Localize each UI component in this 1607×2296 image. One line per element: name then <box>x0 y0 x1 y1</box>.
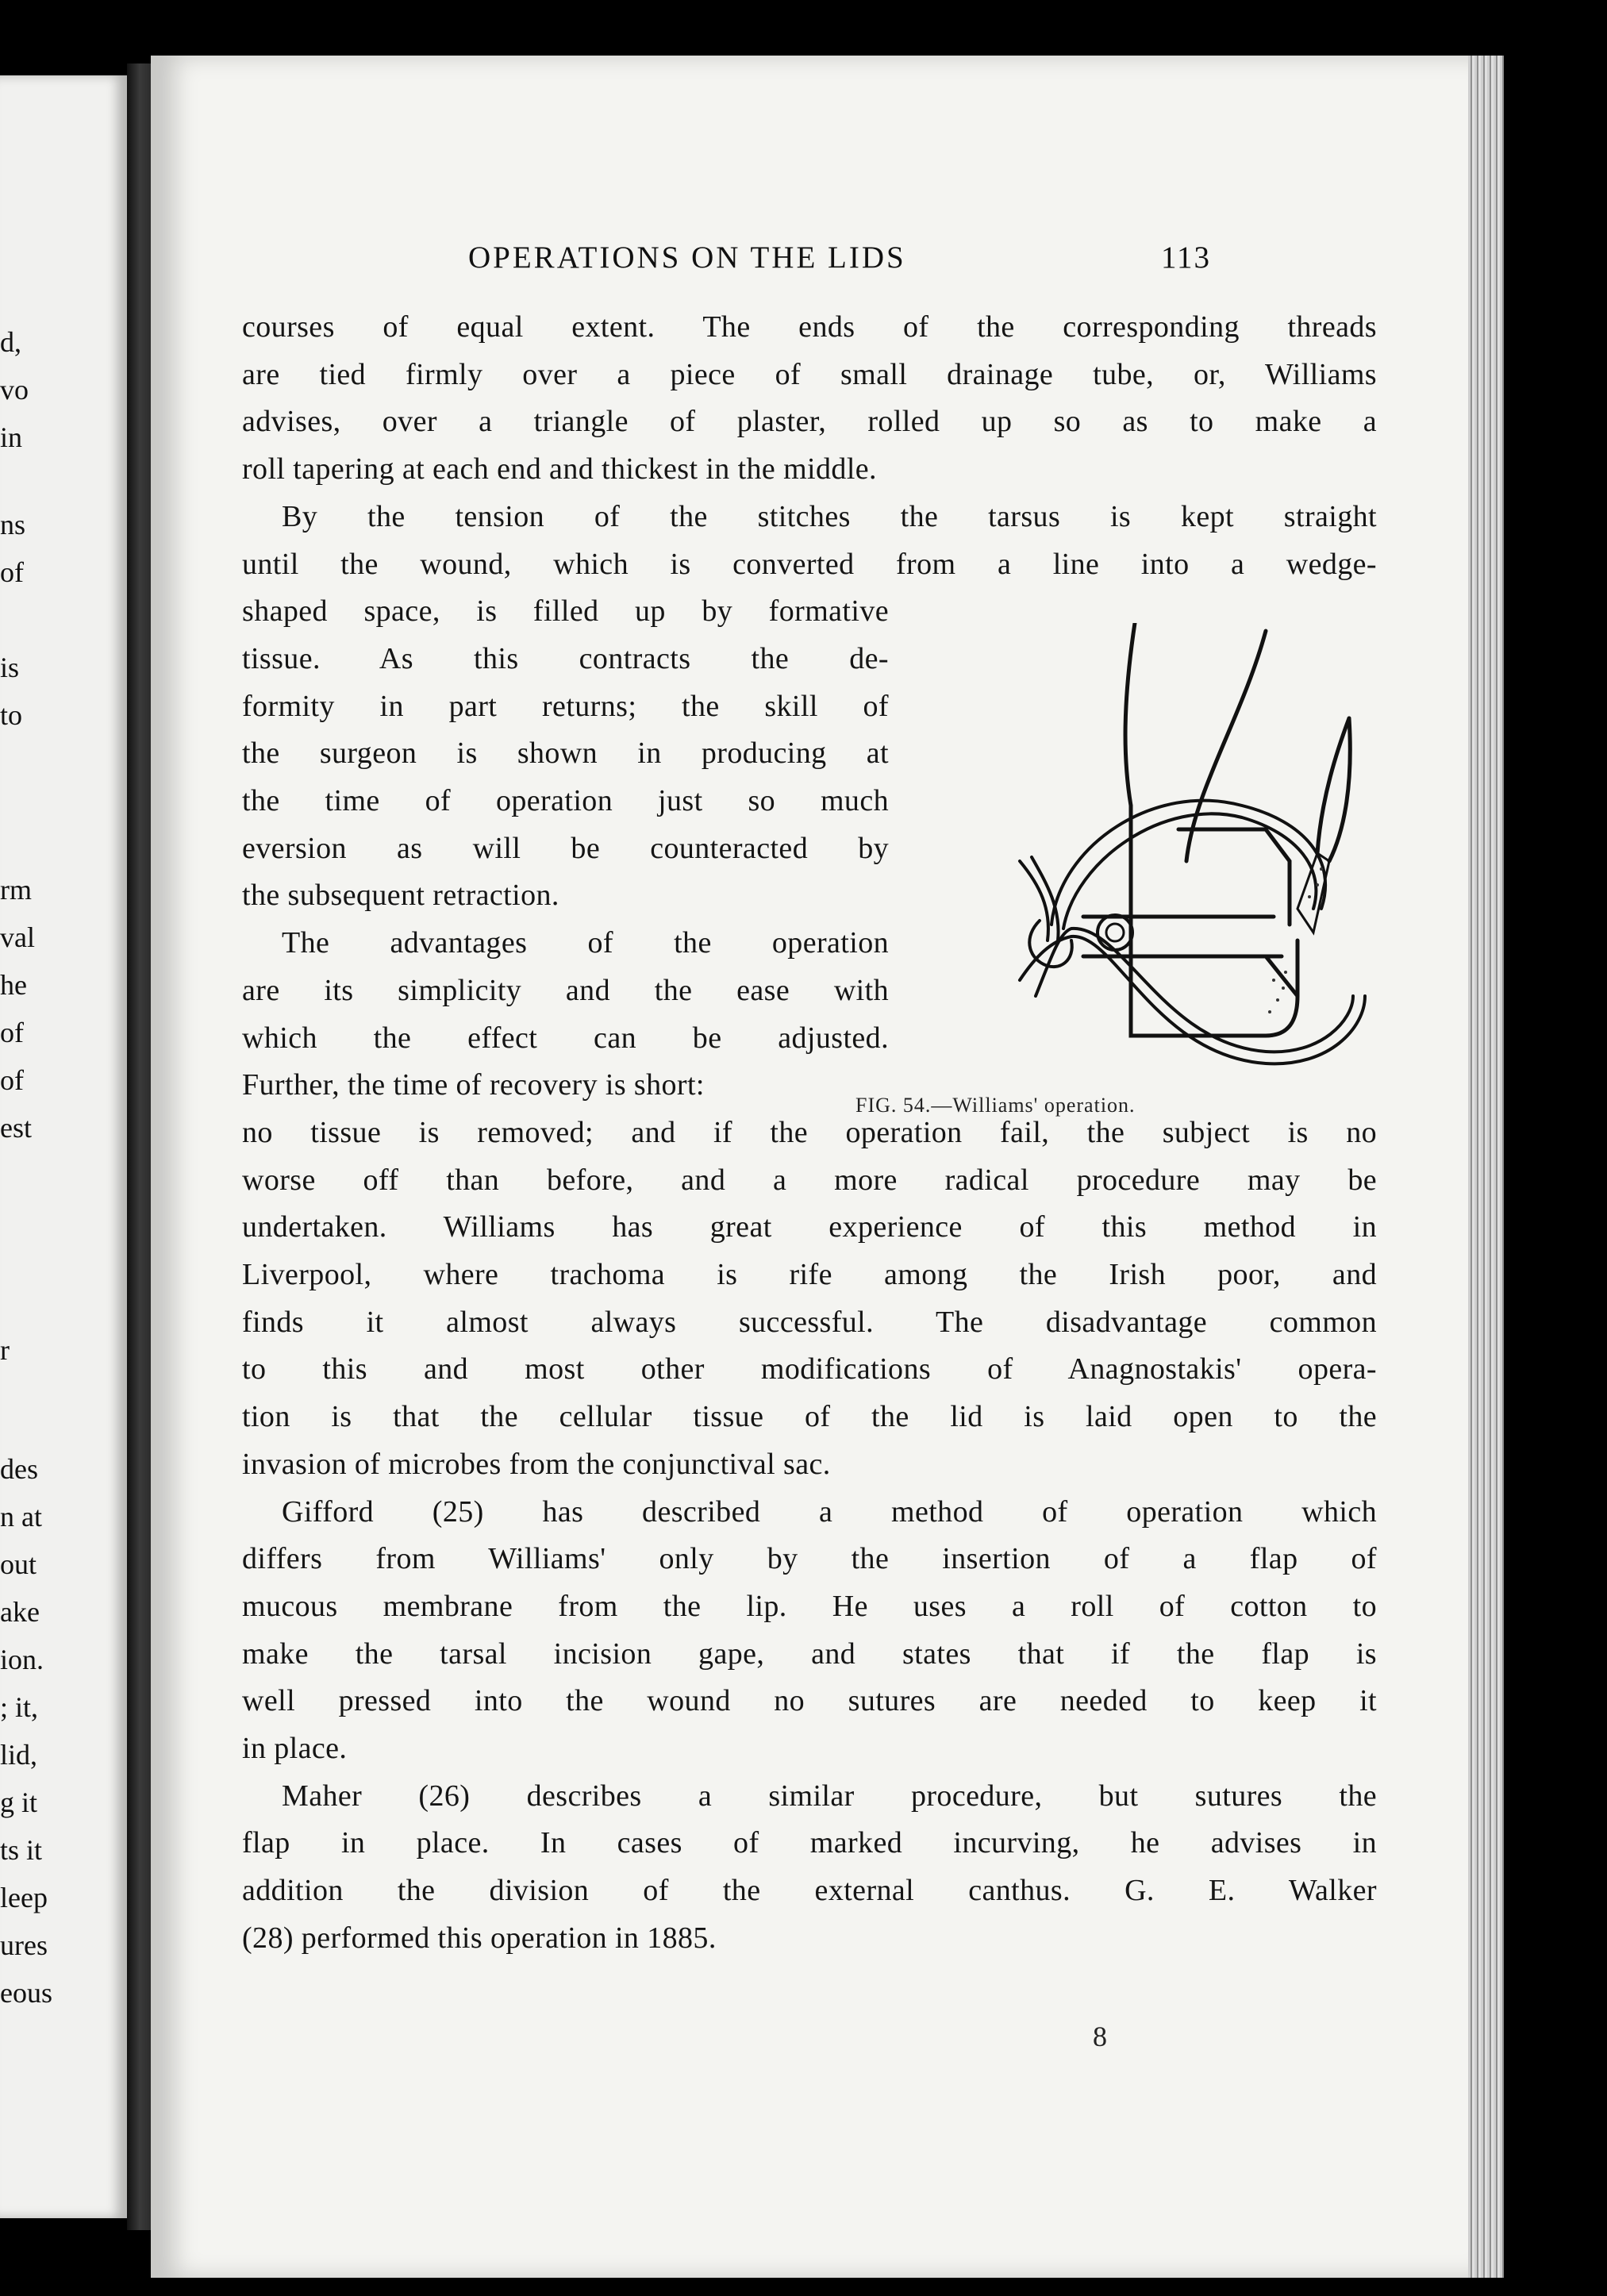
page-number: 113 <box>1161 240 1212 275</box>
left-page-text-fragment: rm <box>0 874 32 906</box>
text-line: eversion as will be counteracted by <box>242 831 889 865</box>
text-line: formity in part returns; the skill of <box>242 689 889 723</box>
text-line: tissue. As this contracts the de- <box>242 641 889 675</box>
text-line: Further, the time of recovery is short: <box>242 1068 705 1102</box>
left-page-text-fragment: eous <box>0 1977 52 2009</box>
left-page-text-fragment: in <box>0 421 23 453</box>
page-edges <box>1468 56 1504 2278</box>
text-line: tion is that the cellular tissue of the lid is laid open to the <box>242 1400 1377 1434</box>
text-line: Gifford (25) has described a method of operation which <box>282 1494 1377 1529</box>
text-line: finds it almost always successful. The disadvantage common <box>242 1305 1377 1339</box>
left-page-text-fragment: leep <box>0 1882 48 1913</box>
left-page-text-fragment: val <box>0 921 35 953</box>
left-page-text-fragment: lid, <box>0 1739 38 1771</box>
figure-caption: FIG. 54.—Williams' operation. <box>855 1094 1136 1117</box>
text-line: are tied firmly over a piece of small drainage tube, or, Williams <box>242 357 1377 391</box>
text-line: courses of equal extent. The ends of the corresponding threads <box>242 310 1377 344</box>
text-line: the time of operation just so much <box>242 784 889 817</box>
left-page-text-fragment: ion. <box>0 1644 44 1675</box>
left-page-text-fragment: of <box>0 556 24 588</box>
text-line: Maher (26) describes a similar procedure, but sutures the <box>282 1779 1377 1813</box>
text-line: which the effect can be adjusted. <box>242 1021 889 1055</box>
text-line: flap in place. In cases of marked incurving, he advises in <box>242 1826 1377 1860</box>
left-page-text-fragment: g it <box>0 1786 38 1818</box>
left-page-text-fragment: to <box>0 699 23 731</box>
right-page <box>151 56 1468 2278</box>
left-page-text-fragment: ts it <box>0 1834 43 1866</box>
left-page-text-fragment: ; it, <box>0 1691 39 1723</box>
left-page-text-fragment: n at <box>0 1501 42 1533</box>
text-line: (28) performed this operation in 1885. <box>242 1921 717 1955</box>
text-line: differs from Williams' only by the insertion of a flap of <box>242 1542 1377 1576</box>
text-line: to this and most other modifications of Anagnostakis' opera- <box>242 1352 1377 1386</box>
text-line: until the wound, which is converted from a line into a wedge- <box>242 547 1377 581</box>
text-line: the surgeon is shown in producing at <box>242 736 889 771</box>
text-line: no tissue is removed; and if the operation fail, the subject is no <box>242 1115 1377 1149</box>
left-page-fragment <box>0 75 127 2218</box>
text-line: make the tarsal incision gape, and states that if the flap is <box>242 1636 1377 1671</box>
text-line: worse off than before, and a more radical procedure may be <box>242 1163 1377 1197</box>
text-line: invasion of microbes from the conjunctival sac. <box>242 1447 831 1481</box>
left-page-text-fragment: of <box>0 1064 24 1096</box>
left-page-text-fragment: he <box>0 969 27 1001</box>
text-line: Liverpool, where trachoma is rife among the Irish poor, and <box>242 1258 1377 1291</box>
text-line: mucous membrane from the lip. He uses a roll of cotton to <box>242 1589 1377 1623</box>
text-line: well pressed into the wound no sutures are needed to keep it <box>242 1684 1377 1718</box>
left-page-text-fragment: ns <box>0 509 26 540</box>
left-page-text-fragment: r <box>0 1334 10 1366</box>
figure-williams-operation <box>1004 623 1401 1083</box>
text-line: are its simplicity and the ease with <box>242 973 889 1007</box>
left-page-text-fragment: ures <box>0 1929 48 1961</box>
left-page-text-fragment: out <box>0 1548 37 1580</box>
text-line: undertaken. Williams has great experience of this method in <box>242 1210 1377 1244</box>
text-line: roll tapering at each end and thickest in the middle. <box>242 452 877 487</box>
left-page-text-fragment: vo <box>0 374 29 406</box>
left-page-text-fragment: of <box>0 1017 24 1048</box>
left-page-text-fragment: ake <box>0 1596 40 1628</box>
text-line: in place. <box>242 1732 348 1765</box>
text-line: shaped space, is filled up by formative <box>242 594 889 629</box>
left-page-text-fragment: is <box>0 652 20 683</box>
text-line: addition the division of the external canthus. G. E. Walker <box>242 1874 1377 1908</box>
left-page-text-fragment: d, <box>0 326 21 358</box>
text-line: advises, over a triangle of plaster, rolled up so as to make a <box>242 405 1377 439</box>
running-head: OPERATIONS ON THE LIDS <box>468 240 906 275</box>
left-page-text-fragment: est <box>0 1112 32 1144</box>
left-page-text-fragment: des <box>0 1453 38 1485</box>
text-line: the subsequent retraction. <box>242 879 559 913</box>
signature-mark: 8 <box>1093 2021 1107 2052</box>
text-line: The advantages of the operation <box>282 926 889 960</box>
text-line: By the tension of the stitches the tarsus is kept straight <box>282 499 1377 533</box>
